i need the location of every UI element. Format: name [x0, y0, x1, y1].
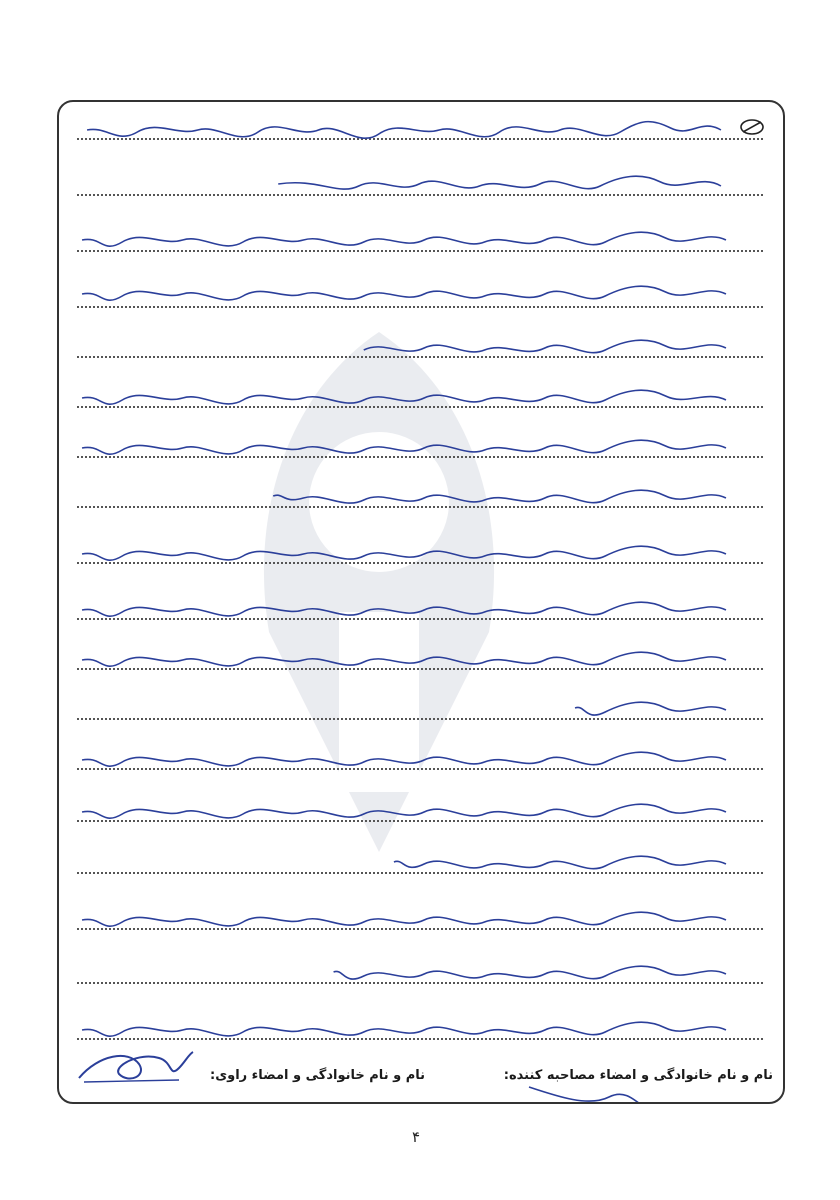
- page-number: ۴: [412, 1128, 421, 1146]
- pencil-note-icon: [739, 118, 765, 136]
- interviewer-signature-icon: [519, 1077, 719, 1104]
- handwriting-line: [77, 478, 731, 514]
- handwriting-line: [77, 740, 731, 776]
- handwriting-line: [77, 590, 731, 626]
- interviewer-signature-label: نام و نام خانوادگی و امضاء مصاحبه کننده:: [503, 1068, 773, 1083]
- handwriting-line: [77, 954, 731, 990]
- handwriting-line: [77, 378, 731, 414]
- handwriting-line: [77, 844, 731, 880]
- form-sheet: [57, 100, 785, 1104]
- narrator-signature-label: نام و نام خانوادگی و امضاء راوی:: [210, 1068, 425, 1083]
- handwriting-line: [77, 792, 731, 828]
- handwriting-line: [77, 110, 731, 146]
- handwriting-line: [77, 1010, 731, 1046]
- narrator-signature-icon: [69, 1044, 199, 1090]
- handwriting-line: [77, 690, 731, 726]
- handwriting-line: [77, 276, 731, 312]
- handwriting-line: [77, 328, 731, 364]
- handwriting-line: [77, 640, 731, 676]
- handwriting-line: [77, 900, 731, 936]
- handwriting-line: [77, 164, 731, 200]
- handwriting-line: [77, 428, 731, 464]
- handwriting-line: [77, 220, 731, 256]
- handwriting-line: [77, 534, 731, 570]
